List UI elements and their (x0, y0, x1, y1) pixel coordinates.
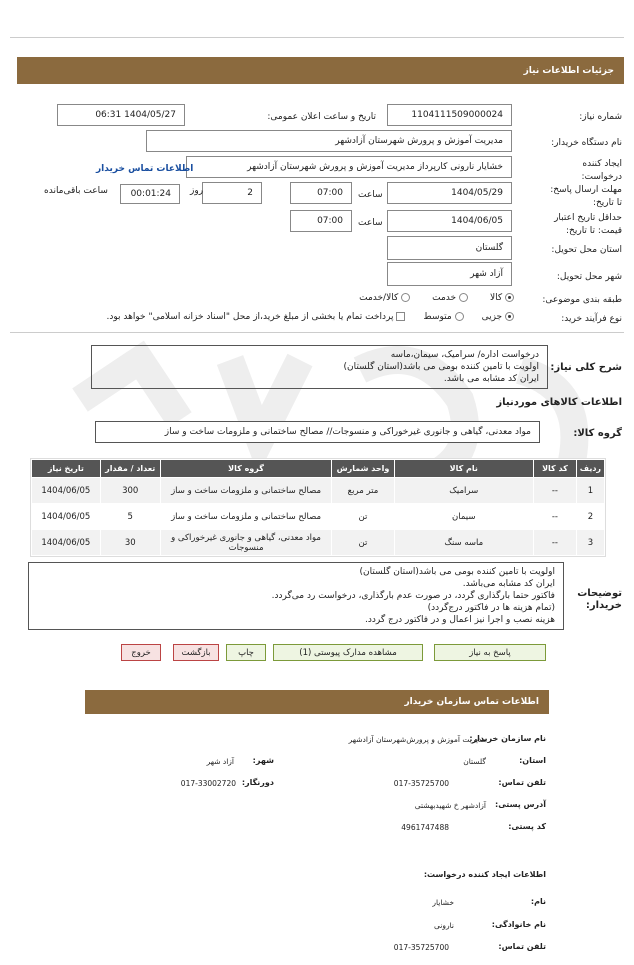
table-row (32, 530, 605, 556)
contact-province-value: گلستان (463, 757, 486, 766)
buyer-notes-box (28, 562, 564, 630)
city-label: شهر محل تحویل: (556, 272, 622, 282)
notes-line: (تمام هزینه ها در فاکتور درج‌گردد) (427, 603, 555, 613)
radio-icon[interactable] (459, 293, 468, 302)
creator-name-label: نام: (530, 897, 546, 906)
table-row (32, 478, 605, 504)
remaining-time-label: ساعت باقی‌مانده (44, 186, 108, 196)
announce-datetime-label: تاریخ و ساعت اعلان عمومی: (267, 112, 376, 122)
creator-family-value: نارونی (434, 921, 454, 930)
notes-line: هزینه نصب و اجرا نیز اعمال و در فاکتور درج گردد. (365, 615, 555, 625)
print-button[interactable]: چاپ (226, 644, 266, 661)
reply-time-label: ساعت (358, 190, 383, 200)
goods-group-label: گروه کالا: (573, 428, 622, 439)
payment-note: پرداخت تمام یا بخشی از مبلغ خرید،از محل "اسناد خزانه اسلامی" خواهد بود. (106, 312, 394, 322)
creator-phone-label: تلفن تماس: (498, 942, 546, 951)
contact-fax-label: دورنگار: (241, 778, 274, 787)
process-option-minor[interactable]: جزیی (482, 312, 514, 322)
cell-name: سیمان (394, 504, 533, 530)
cell-row: 1 (576, 478, 604, 504)
notes-line: ایران کد مشابه می‌باشد. (462, 579, 555, 589)
goods-info-heading: اطلاعات کالاهای موردنیاز (496, 397, 622, 408)
cell-name: سرامیک (394, 478, 533, 504)
need-number-label: شماره نیاز: (579, 112, 622, 122)
creator-info-title: اطلاعات ایجاد کننده درخواست: (423, 870, 546, 879)
process-radio-group (107, 312, 514, 322)
contact-postal-label: کد پستی: (508, 822, 546, 831)
cell-date: 1404/06/05 (32, 530, 101, 556)
contact-org-label: نام سازمان خریدار: (469, 734, 546, 743)
table-row (32, 504, 605, 530)
reply-time-field: 07:00 (290, 182, 352, 204)
contact-address-label: آدرس پستی: (495, 800, 546, 809)
cell-unit: تن (332, 530, 394, 556)
col-group: گروه کالا (160, 460, 332, 478)
category-option-service[interactable]: خدمت (432, 293, 468, 303)
reply-deadline-label: مهلت ارسال پاسخ: تا تاریخ: (550, 185, 622, 208)
radio-selected-icon[interactable] (505, 312, 514, 321)
requester-label: ایجاد کننده درخواست: (581, 159, 622, 182)
days-field: 2 (202, 182, 262, 204)
contact-city-value: آزاد شهر (206, 757, 234, 766)
cell-unit: متر مربع (332, 478, 394, 504)
buyer-org-field: مدیریت آموزش و پرورش شهرستان آزادشهر (146, 130, 512, 152)
summary-line: درخواست اداره/ سرامیک، سیمان،ماسه (390, 350, 539, 360)
summary-line: ایران کد مشابه می باشد. (443, 374, 539, 384)
contact-org-value: مدیریت آموزش و پرورش‌شهرستان آزادشهر (348, 735, 486, 744)
cell-unit: تن (332, 504, 394, 530)
process-label: نوع فرآیند خرید: (561, 314, 622, 324)
reply-button[interactable]: پاسخ به نیاز (434, 644, 546, 661)
price-validity-label: حداقل تاریخ اعتبار قیمت: تا تاریخ: (554, 213, 622, 236)
col-unit: واحد شمارش (332, 460, 394, 478)
cell-date: 1404/06/05 (32, 478, 101, 504)
radio-icon[interactable] (401, 293, 410, 302)
radio-icon[interactable] (455, 312, 464, 321)
contact-info-link[interactable]: اطلاعات تماس خریدار (96, 164, 194, 174)
creator-family-label: نام خانوادگی: (491, 920, 546, 929)
checkbox-icon[interactable] (396, 312, 405, 321)
contact-phone-value: 017-35725700 (393, 779, 449, 788)
contact-city-label: شهر: (252, 756, 274, 765)
cell-qty: 5 (100, 504, 160, 530)
payment-checkbox-row[interactable] (107, 312, 406, 322)
category-option-goods[interactable]: کالا (490, 293, 514, 303)
cell-row: 2 (576, 504, 604, 530)
validity-time-field: 07:00 (290, 210, 352, 232)
top-divider (10, 37, 624, 38)
goods-group-field: مواد معدنی، گیاهی و جانوری غیرخوراکی و منسوجات// مصالح ساختمانی و ملزومات ساخت و ساز (95, 421, 540, 443)
validity-time-label: ساعت (358, 218, 383, 228)
creator-name-value: خشایار (432, 898, 454, 907)
cell-name: ماسه سنگ (394, 530, 533, 556)
cell-code: -- (533, 530, 576, 556)
col-name: نام کالا (394, 460, 533, 478)
need-number-field: 1104111509000024 (387, 104, 512, 126)
goods-table (31, 459, 605, 556)
section-divider (10, 332, 624, 333)
remaining-time-field: 00:01:24 (120, 184, 180, 204)
category-radio-group (359, 293, 514, 303)
exit-button[interactable]: خروج (121, 644, 161, 661)
page-title: جزئیات اطلاعات نیاز (523, 65, 614, 76)
col-code: کد کالا (533, 460, 576, 478)
cell-group: مواد معدنی، گیاهی و جانوری غیرخوراکی و منسوجات (160, 530, 332, 556)
category-option-goods-service[interactable]: کالا/خدمت (359, 293, 410, 303)
attachments-button[interactable]: مشاهده مدارک پیوستی (1) (273, 644, 423, 661)
cell-group: مصالح ساختمانی و ملزومات ساخت و ساز (160, 478, 332, 504)
col-qty: تعداد / مقدار (100, 460, 160, 478)
col-date: تاریخ نیاز (32, 460, 101, 478)
table-header-row (32, 460, 605, 478)
summary-label: شرح کلی نیاز: (550, 362, 622, 373)
days-label: روز (190, 186, 204, 196)
contact-phone-label: تلفن تماس: (498, 778, 546, 787)
cell-code: -- (533, 504, 576, 530)
contact-address-value: آزادشهر خ شهیدبهشتی (414, 801, 486, 810)
notes-line: فاکتور حتما بارگذاری گردد، در صورت عدم بارگذاری، درخواست رد می‌گردد. (271, 591, 555, 601)
buyer-org-label: نام دستگاه خریدار: (551, 138, 622, 148)
validity-date-field: 1404/06/05 (387, 210, 512, 232)
contact-header-bar (85, 690, 549, 714)
cell-date: 1404/06/05 (32, 504, 101, 530)
cell-code: -- (533, 478, 576, 504)
summary-line: اولویت با تامین کننده بومی می باشد(استان گلستان) (343, 362, 539, 372)
city-field: آزاد شهر (387, 262, 512, 286)
province-field: گلستان (387, 236, 512, 260)
contact-title: اطلاعات تماس سازمان خریدار (404, 697, 539, 707)
radio-selected-icon[interactable] (505, 293, 514, 302)
buyer-notes-label: توضیحات خریدار: (577, 588, 622, 611)
back-button[interactable]: بازگشت (173, 644, 219, 661)
cell-row: 3 (576, 530, 604, 556)
contact-postal-value: 4961747488 (401, 823, 449, 832)
contact-fax-value: 017-33002720 (180, 779, 236, 788)
requester-field: خشایار نارونی کارپرداز مدیریت آموزش و پرورش شهرستان آزادشهر (186, 156, 512, 178)
contact-province-label: استان: (519, 756, 546, 765)
announce-datetime-field: 1404/05/27 06:31 (57, 104, 185, 126)
cell-qty: 300 (100, 478, 160, 504)
province-label: استان محل تحویل: (551, 245, 622, 255)
notes-line: اولویت با تامین کننده بومی می باشد(استان گلستان) (359, 567, 555, 577)
process-option-medium[interactable]: متوسط (423, 312, 463, 322)
reply-date-field: 1404/05/29 (387, 182, 512, 204)
page-header-bar (17, 57, 624, 84)
creator-phone-value: 017-35725700 (393, 943, 449, 952)
goods-table-container (30, 458, 606, 557)
cell-group: مصالح ساختمانی و ملزومات ساخت و ساز (160, 504, 332, 530)
summary-box (91, 345, 548, 389)
cell-qty: 30 (100, 530, 160, 556)
category-label: طبقه بندی موضوعی: (542, 295, 622, 305)
col-row: ردیف (576, 460, 604, 478)
